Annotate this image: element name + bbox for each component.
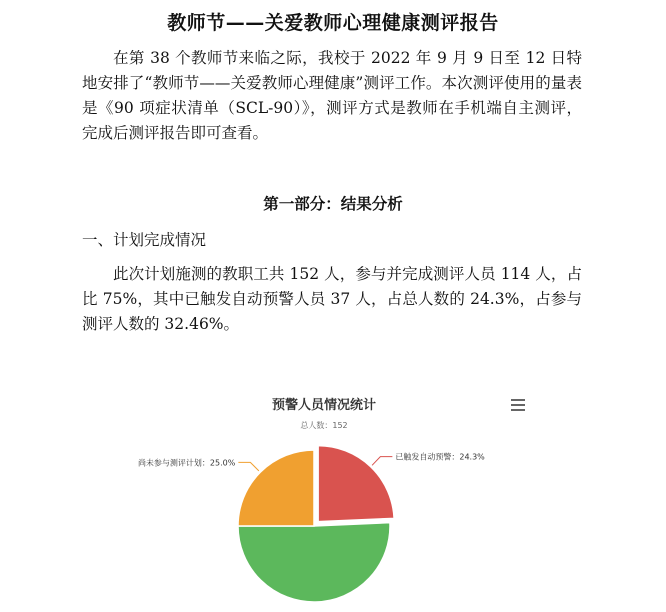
pie-data-label: 尚未参与测评计划：25.0%	[137, 458, 236, 468]
warning-pie-chart	[104, 386, 544, 612]
intro-paragraph: 在第 38 个教师节来临之际，我校于 2022 年 9 月 9 日至 12 日特地安排了“教师节——关爱教师心理健康”测评工作。本次测评使用的量表是《90 项症状清单（SCL-90）》，测评方式是教师在手机端自主测评，完成后测评报告即可查看。	[82, 49, 582, 142]
pie-data-label: 已触发自动预警：24.3%	[395, 452, 485, 462]
pie-slice	[238, 450, 314, 526]
report-title: 教师节——关爱教师心理健康测评报告	[167, 12, 499, 34]
chart-subtitle: 总人数：152	[300, 421, 348, 430]
section-title: 第一部分：结果分析	[263, 195, 403, 213]
hamburger-menu-icon[interactable]	[511, 399, 525, 411]
pie-label-connector	[238, 462, 258, 470]
completion-paragraph: 此次计划施测的教职工共 152 人，参与并完成测评人员 114 人，占比 75%，其中已触发自动预警人员 37 人，占总人数的 24.3%，占参与测评人数的 32.46%。	[82, 265, 582, 333]
pie-slice	[238, 523, 390, 602]
subheading-plan-completion: 一、计划完成情况	[82, 231, 207, 249]
pie-label-connector	[372, 457, 392, 466]
chart-title: 预警人员情况统计	[271, 398, 376, 413]
